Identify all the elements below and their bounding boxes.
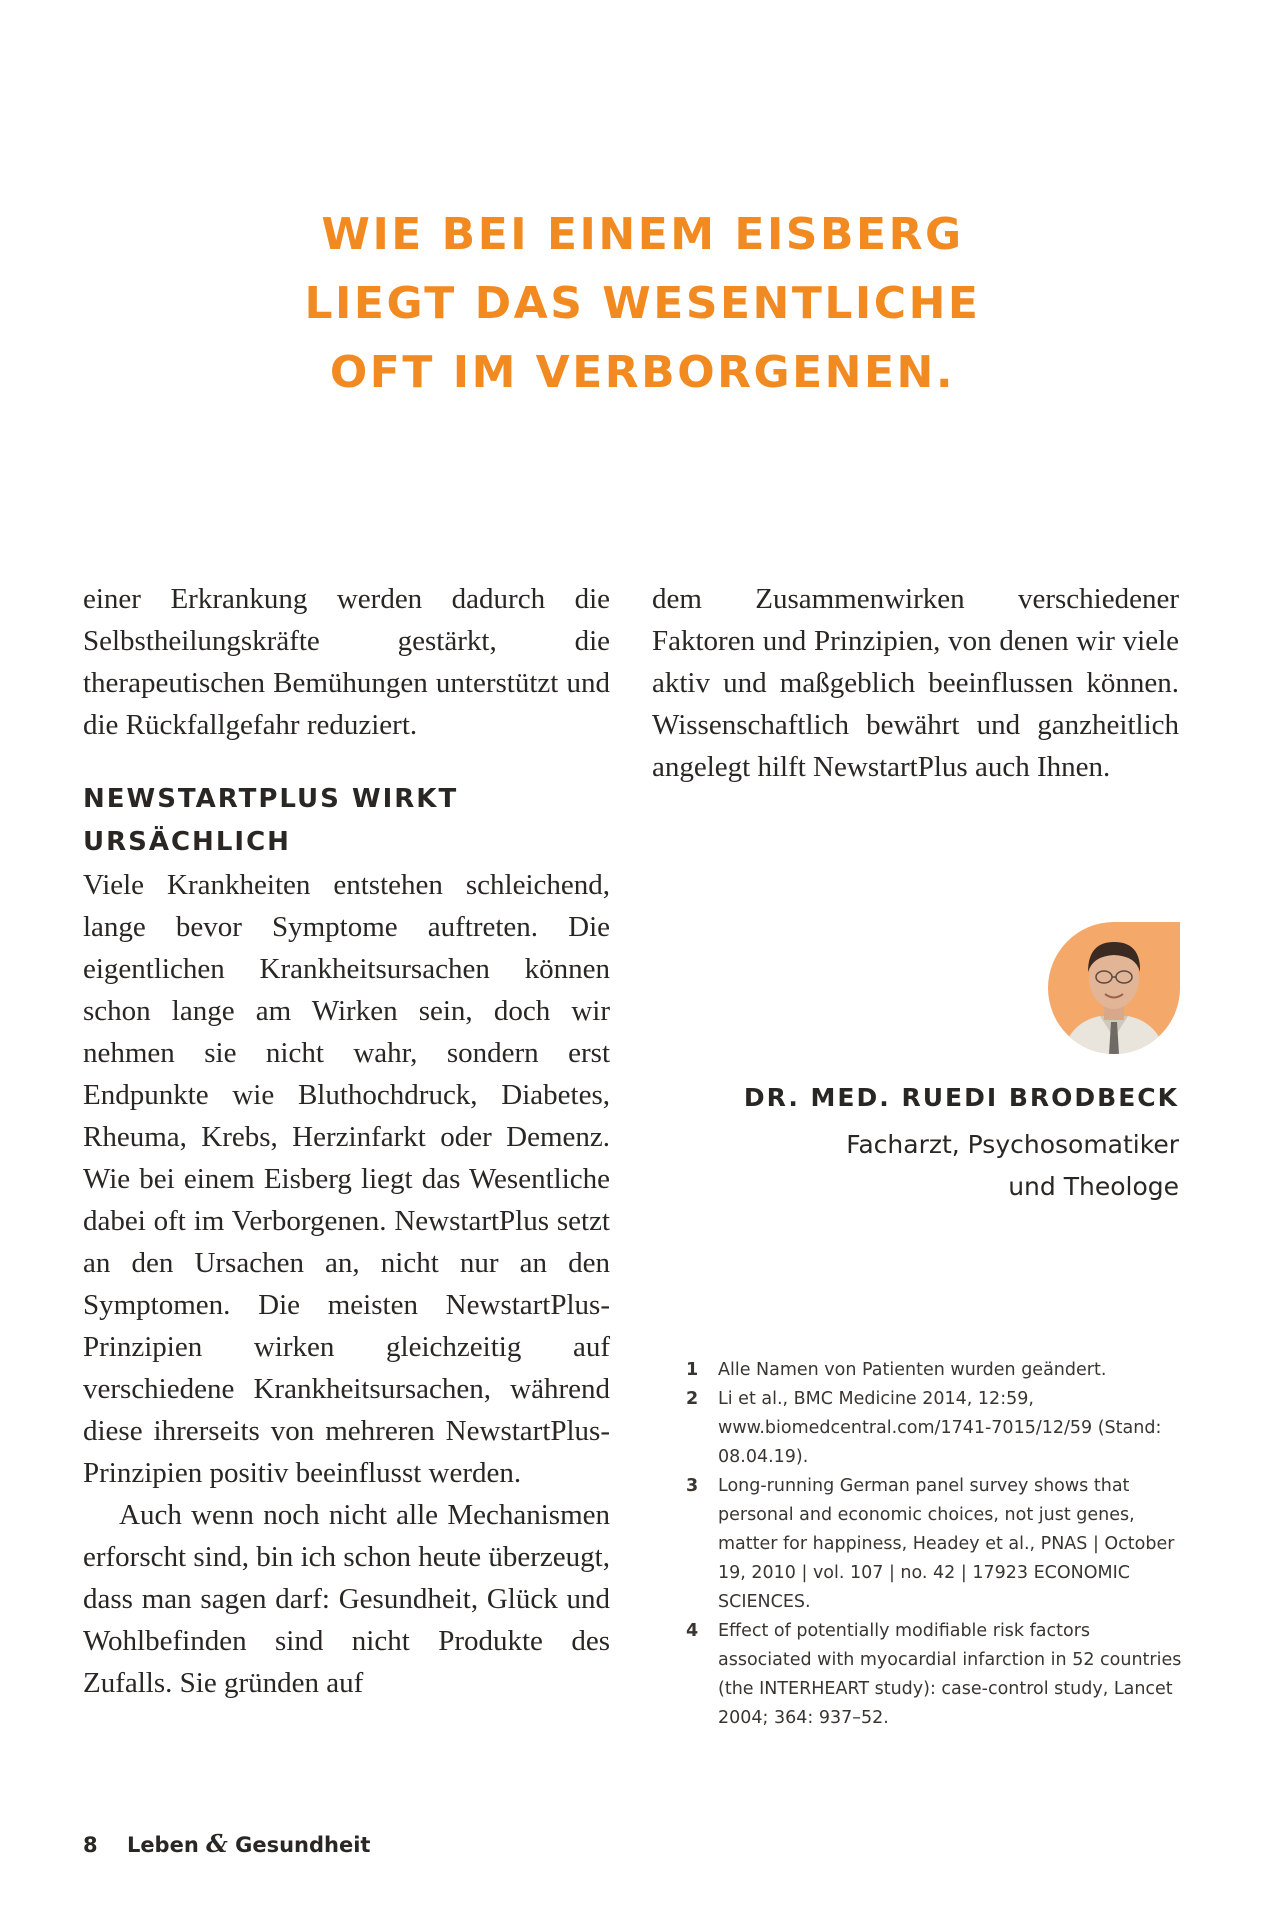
brand-name-part: Leben xyxy=(126,1833,199,1857)
body-paragraph: Auch wenn noch nicht alle Mechanismen erforscht sind, bin ich schon heute überzeugt, dass man sagen darf: Gesundheit, Glück und Wohlbefinden sind nicht Produkte des Zufalls. Sie gründen auf xyxy=(83,1499,610,1699)
intro-paragraph: einer Erkrankung werden dadurch die Selbstheilungskräfte gestärkt, die therapeutischen Bemühungen unterstützt und die Rückfallgefahr reduziert. xyxy=(83,583,610,741)
author-name: DR. MED. RUEDI BRODBECK xyxy=(743,1083,1179,1112)
footnote-number: 2 xyxy=(686,1389,699,1409)
pull-quote-line: OFT IM VERBORGENEN. xyxy=(329,347,956,398)
brand-ampersand: & xyxy=(206,1829,228,1858)
portrait-illustration xyxy=(1048,922,1180,1054)
section-heading: NEWSTARTPLUS WIRKT URSÄCHLICH xyxy=(83,784,459,857)
body-paragraph: dem Zusammenwirken verschiedener Faktoren und Prinzipien, von denen wir viele aktiv und maßgeblich beeinflussen können. Wissenschaftlich bewährt und ganzheitlich angelegt hilft NewstartPlus auch Ihnen. xyxy=(652,583,1179,783)
footnote-text: Li et al., BMC Medicine 2014, 12:59, www.biomedcentral.com/1741-7015/12/59 (Stand: 08.04.19). xyxy=(718,1389,1162,1467)
author-portrait xyxy=(1048,922,1180,1054)
footnote xyxy=(686,1356,1186,1385)
footnote-number: 1 xyxy=(686,1360,699,1380)
left-text-column xyxy=(83,578,610,1704)
page-number: 8 xyxy=(83,1833,98,1857)
brand-name-part: Gesundheit xyxy=(235,1833,371,1857)
pull-quote xyxy=(150,200,1135,407)
footnotes xyxy=(686,1356,1186,1733)
footnote xyxy=(686,1472,1186,1617)
right-text-column xyxy=(652,578,1179,788)
pull-quote-line: LIEGT DAS WESENTLICHE xyxy=(304,278,981,329)
footnote-number: 4 xyxy=(686,1621,699,1641)
footnote-text: Long-running German panel survey shows that personal and economic choices, not just genes, matter for happiness, Headey et al., PNAS | October 19, 2010 | vol. 107 | no. 42 | 17923 ECONOMIC SCIENCES. xyxy=(718,1476,1175,1612)
footnote-text: Effect of potentially modifiable risk factors associated with myocardial infarction in 52 countries (the INTERHEART study): case-control study, Lancet 2004; 364: 937–52. xyxy=(718,1621,1182,1728)
pull-quote-line: WIE BEI EINEM EISBERG xyxy=(321,209,964,260)
footnote xyxy=(686,1385,1186,1472)
author-role xyxy=(846,1124,1179,1208)
author-role-line: und Theologe xyxy=(1008,1172,1179,1201)
author-role-line: Facharzt, Psychosomatiker xyxy=(846,1130,1179,1159)
page-footer xyxy=(83,1829,370,1858)
footnote-number: 3 xyxy=(686,1476,699,1496)
footnote xyxy=(686,1617,1186,1733)
body-paragraph: Viele Krankheiten entstehen schleichend, lange bevor Symptome auftreten. Die eigentlichen Krankheitsursachen können schon lange am Wirken sein, doch wir nehmen sie nicht wahr, sondern erst Endpunkte wie Bluthochdruck, Diabetes, Rheuma, Krebs, Herzinfarkt oder Demenz. Wie bei einem Eisberg liegt das Wesentliche dabei oft im Verborgenen. NewstartPlus setzt an den Ursachen an, nicht nur an den Symptomen. Die meisten NewstartPlus-Prinzipien wirken gleichzeitig auf verschiedene Krankheitsursachen, während diese ihrerseits von mehreren NewstartPlus-Prinzipien positiv beeinflusst werden. xyxy=(83,869,610,1489)
footnote-text: Alle Namen von Patienten wurden geändert. xyxy=(718,1360,1107,1380)
